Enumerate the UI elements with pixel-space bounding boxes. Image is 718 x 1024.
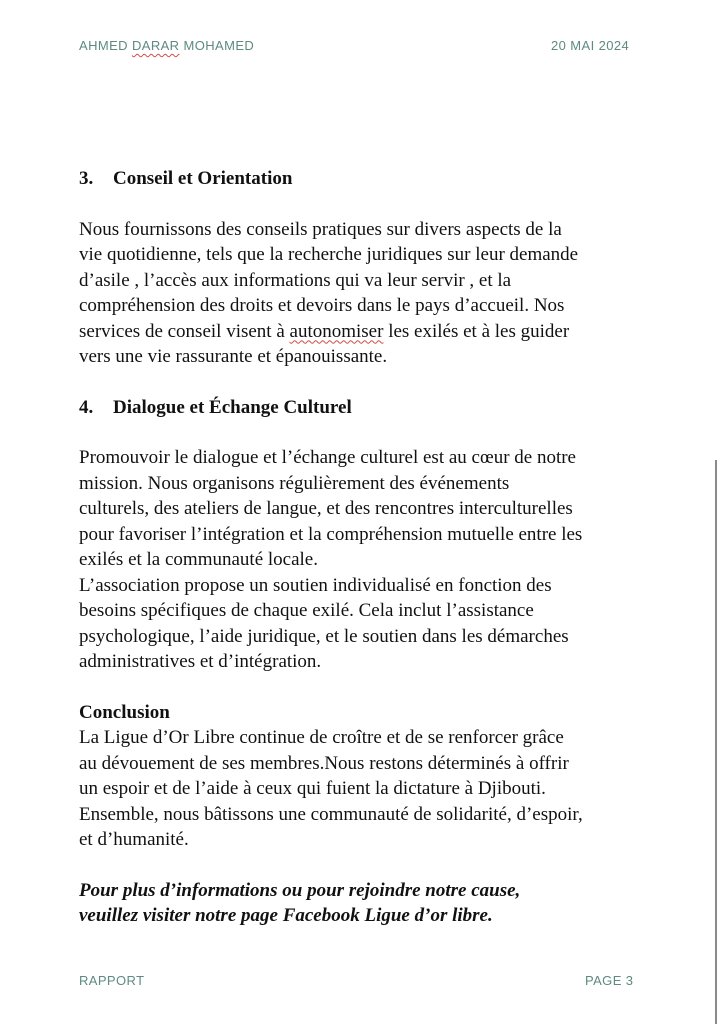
paragraph-line: exilés et la communauté locale. bbox=[79, 549, 318, 570]
paragraph-line: pour favoriser l’intégration et la compréhension mutuelle entre les bbox=[79, 523, 583, 545]
text-span: les exilés et à les guider bbox=[383, 320, 570, 342]
paragraph-line: vers une vie rassurante et épanouissante. bbox=[79, 346, 388, 367]
paragraph-line: mission. Nous organisons régulièrement des événements bbox=[79, 472, 510, 494]
section-3-heading bbox=[79, 166, 669, 192]
paragraph-line: Ensemble, nous bâtissons une communauté de solidarité, d’espoir, bbox=[79, 803, 583, 825]
section-4-heading bbox=[79, 395, 669, 421]
conclusion-paragraph bbox=[79, 725, 669, 853]
paragraph-line bbox=[79, 319, 669, 345]
header-author bbox=[79, 38, 254, 53]
section-4-paragraph bbox=[79, 445, 669, 675]
section-3-number: 3. bbox=[79, 168, 94, 189]
author-middle-spellcheck: DARAR bbox=[131, 38, 180, 53]
paragraph-line: L’association propose un soutien individualisé en fonction des bbox=[79, 574, 552, 596]
page-edge-scrollbar[interactable] bbox=[715, 460, 717, 1024]
text-span: services de conseil visent à bbox=[79, 320, 290, 342]
paragraph-line: et d’humanité. bbox=[79, 829, 189, 850]
closing-call-to-action bbox=[79, 878, 669, 929]
paragraph-line: au dévouement de ses membres.Nous restons déterminés à offrir bbox=[79, 752, 569, 774]
footer-label: RAPPORT bbox=[79, 973, 145, 988]
author-first: AHMED bbox=[79, 38, 132, 53]
paragraph-line: La Ligue d’Or Libre continue de croître et de se renforcer grâce bbox=[79, 727, 564, 748]
section-3-title: Conseil et Orientation bbox=[113, 168, 293, 189]
paragraph-line: culturels, des ateliers de langue, et des rencontres interculturelles bbox=[79, 498, 573, 519]
section-4-number: 4. bbox=[79, 396, 94, 418]
document-body bbox=[79, 166, 669, 929]
paragraph-line: d’asile , l’accès aux informations qui va leur servir , et la bbox=[79, 269, 512, 291]
paragraph-line: un espoir et de l’aide à ceux qui fuient la dictature à Djibouti. bbox=[79, 778, 546, 799]
paragraph-line: psychologique, l’aide juridique, et le soutien dans les démarches bbox=[79, 625, 569, 647]
header-date: 20 MAI 2024 bbox=[551, 38, 630, 53]
closing-line: Pour plus d’informations ou pour rejoindre notre cause, bbox=[79, 879, 521, 901]
paragraph-line: Promouvoir le dialogue et l’échange culturel est au cœur de notre bbox=[79, 447, 576, 468]
closing-line: veuillez visiter notre page Facebook Ligue d’or libre. bbox=[79, 905, 493, 926]
footer-page-number: PAGE 3 bbox=[585, 973, 634, 988]
paragraph-line: Nous fournissons des conseils pratiques sur divers aspects de la bbox=[79, 218, 562, 240]
paragraph-line: vie quotidienne, tels que la recherche juridiques sur leur demande bbox=[79, 244, 579, 265]
conclusion-heading: Conclusion bbox=[79, 701, 170, 723]
paragraph-line: administratives et d’intégration. bbox=[79, 651, 322, 672]
paragraph-line: compréhension des droits et devoirs dans le pays d’accueil. Nos bbox=[79, 295, 565, 316]
author-last: MOHAMED bbox=[179, 38, 255, 53]
spellcheck-word: autonomiser bbox=[289, 320, 384, 342]
section-3-paragraph bbox=[79, 217, 669, 370]
paragraph-line: besoins spécifiques de chaque exilé. Cela inclut l’assistance bbox=[79, 600, 534, 621]
section-4-title: Dialogue et Échange Culturel bbox=[113, 396, 352, 418]
